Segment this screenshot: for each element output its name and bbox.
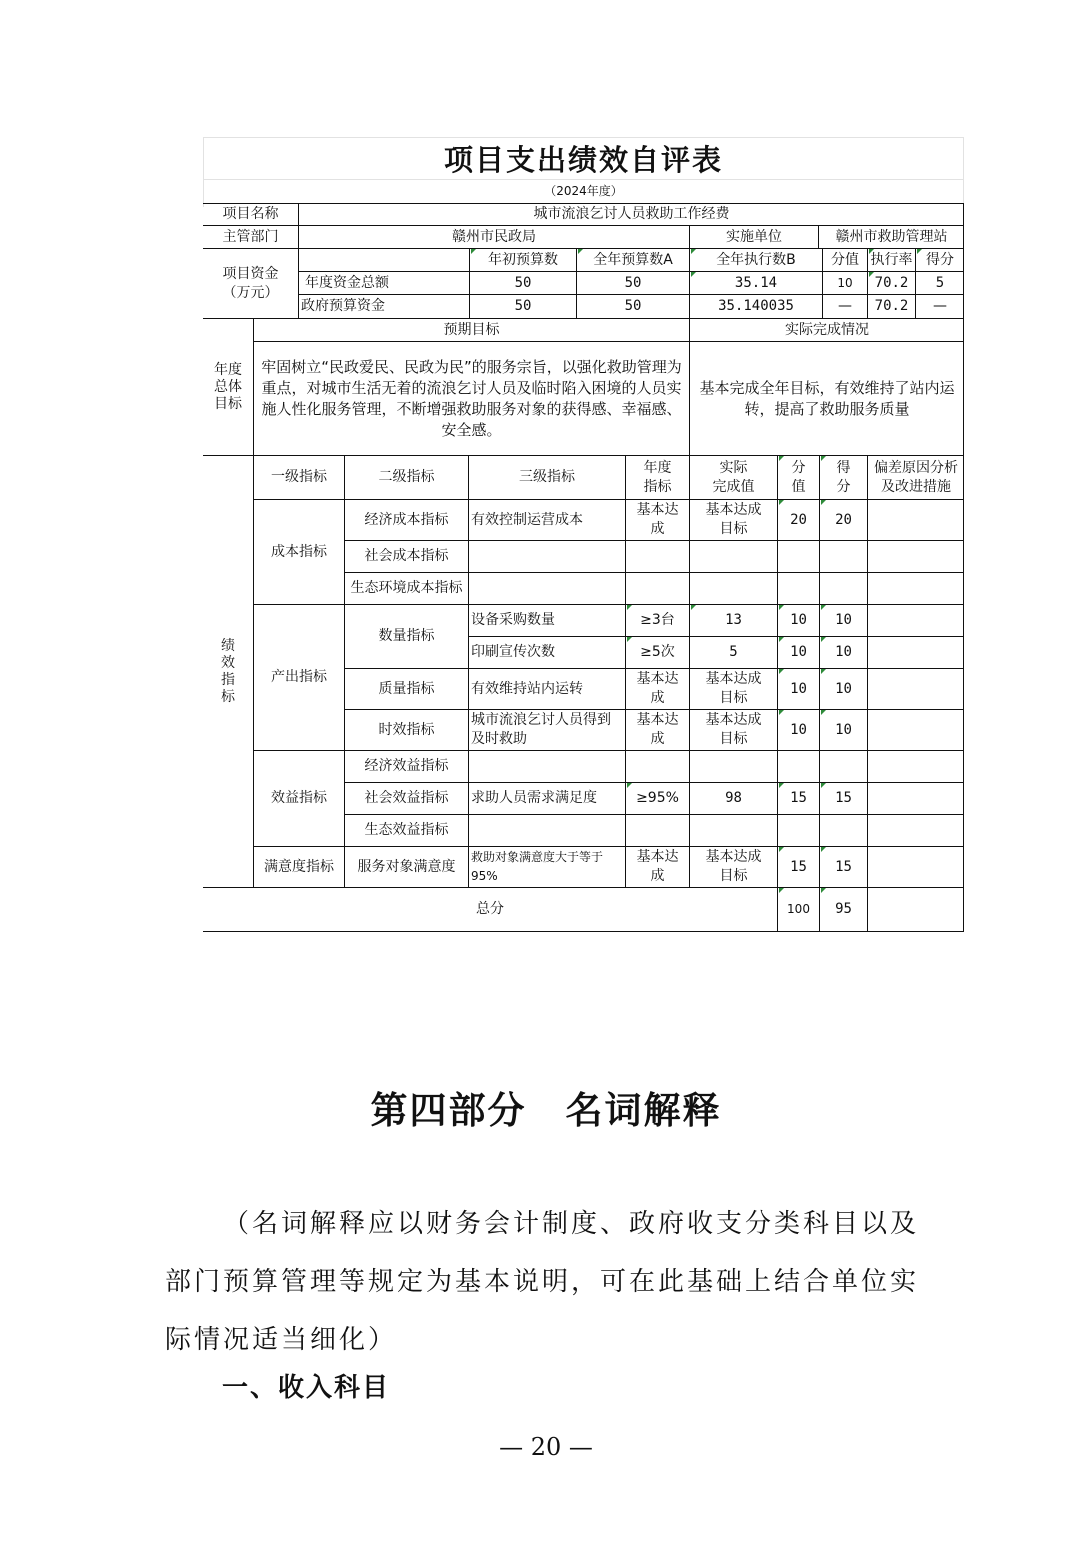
actual-value: 98 [725,790,742,806]
section-heading: 第四部分 名词解释 [370,1088,722,1132]
total-label: 总分 [476,901,504,917]
indicator-header: 二级指标 [378,469,435,485]
annual-target: 基本达 成 [636,849,679,884]
score: 10 [835,721,852,738]
funds-cell: 50 [624,298,642,314]
body-line: 际情况适当细化） [165,1325,398,1355]
funds-cell: — [838,298,852,314]
score-value: 15 [790,858,807,875]
table-title: 项目支出绩效自评表 [443,142,723,177]
level2-item: 社会效益指标 [364,790,449,806]
level2-item: 质量指标 [378,680,435,697]
level2-item: 生态环境成本指标 [350,580,463,596]
funds-header-score: 得分 [926,251,954,268]
body-line: （名词解释应以财务会计制度、政府收支分类科目以及 [223,1209,920,1239]
indicator-header: 分 值 [791,459,806,495]
indicator-header: 实际 完成值 [712,459,755,495]
level3-item: 城市流浪乞讨人员得到及时救助 [471,712,611,747]
subsection-heading: 一、收入科目 [222,1373,391,1403]
indicator-header: 一级指标 [271,469,327,485]
expected-goal-header: 预期目标 [443,321,500,338]
actual-completion-header: 实际完成情况 [785,321,869,338]
level3-item: 有效控制运营成本 [471,511,583,528]
funds-cell: 35.14 [734,274,778,291]
annual-target: ≥3台 [640,612,675,628]
actual-value: 5 [729,644,738,660]
actual-completion-text: 基本完成全年目标，有效维持了站内运转，提高了救助服务质量 [699,378,955,418]
table-year: （2024年度） [544,184,623,198]
level3-item: 有效维持站内运转 [471,680,583,697]
level1-satisfaction: 满意度指标 [264,858,334,875]
body-paragraph [165,1195,925,1369]
annual-target: ≥95% [636,790,679,806]
score: 15 [835,790,852,806]
score-value: 15 [790,790,807,806]
indicators-label: 绩 效 指 标 [221,637,235,705]
level2-item: 经济成本指标 [364,511,449,528]
actual-value: 基本达成 目标 [705,502,762,537]
annual-target: ≥5次 [640,644,675,660]
level3-item: 印刷宣传次数 [471,644,555,660]
funds-label: 项目资金 （万元） [222,265,279,301]
body-line: 部门预算管理等规定为基本说明，可在此基础上结合单位实 [165,1267,920,1297]
funds-cell: 35.140035 [718,298,794,314]
level2-item: 生态效益指标 [364,822,449,838]
level2-item: 经济效益指标 [364,758,449,774]
total-score: 95 [835,901,852,917]
score: 10 [835,612,852,628]
score: 20 [835,511,852,528]
funds-row-label: 政府预算资金 [301,298,385,314]
actual-value: 基本达成 目标 [705,849,762,884]
level1-cost: 成本指标 [271,543,327,560]
funds-header-rate: 执行率 [870,251,913,268]
funds-cell: 50 [514,298,532,314]
score: 10 [835,644,852,660]
funds-cell: — [933,298,947,314]
performance-self-evaluation-table [203,137,964,932]
funds-cell: 50 [624,274,642,291]
annual-target: 基本达 成 [636,712,679,747]
score-value: 10 [790,680,807,697]
level3-item: 设备采购数量 [471,612,555,628]
score-value: 20 [790,511,807,528]
annual-target: 基本达 成 [636,671,679,706]
level2-item: 时效指标 [378,721,435,738]
project-name-label: 项目名称 [222,206,279,222]
indicator-header: 得 分 [836,459,851,495]
actual-value: 13 [725,612,742,628]
level1-output: 产出指标 [271,669,327,685]
funds-header-initial: 年初预算数 [488,251,558,268]
dept-label: 主管部门 [222,228,279,245]
level3-item: 求助人员需求满足度 [471,790,597,806]
score: 10 [835,680,852,697]
impl-label: 实施单位 [726,228,782,245]
total-value: 100 [787,902,810,916]
indicator-header: 年度 指标 [643,459,672,495]
level3-item: 救助对象满意度大于等于95% [471,850,604,883]
funds-cell: 70.2 [874,274,909,291]
expected-goal-text: 牢固树立“民政爱民、民政为民”的服务宗旨，以强化救助管理为重点，对城市生活无着的流浪乞讨人员及临时陷入困境的人员实施人性化服务管理，不断增强救助服务对象的获得感、幸福感、安全感。 [261,357,682,439]
score-value: 10 [790,612,807,628]
funds-cell: 70.2 [874,298,909,314]
level2-item: 社会成本指标 [364,548,449,564]
dept-value: 赣州市民政局 [452,228,536,245]
indicator-header: 三级指标 [519,469,575,485]
funds-header-executed: 全年执行数B [716,251,796,268]
score-value: 10 [790,644,807,660]
funds-row-label: 年度资金总额 [305,274,389,291]
annual-target: 基本达 成 [636,502,679,537]
impl-value: 赣州市救助管理站 [835,228,948,245]
level2-item: 数量指标 [378,628,435,644]
project-name-value: 城市流浪乞讨人员救助工作经费 [533,206,730,222]
funds-header-budget: 全年预算数A [593,251,673,268]
page-number: — 20 — [499,1433,593,1461]
goals-label: 年度 总体 目标 [214,361,242,412]
actual-value: 基本达成 目标 [705,671,762,706]
funds-cell: 50 [514,274,532,291]
funds-cell: 5 [935,274,945,291]
funds-header-score-value: 分值 [831,251,859,268]
indicator-header: 偏差原因分析 及改进措施 [874,459,958,495]
level1-benefit: 效益指标 [271,790,327,806]
actual-value: 基本达成 目标 [705,712,762,747]
score-value: 10 [790,721,807,738]
funds-cell: 10 [837,275,853,290]
level2-item: 服务对象满意度 [357,858,456,875]
score: 15 [835,858,852,875]
